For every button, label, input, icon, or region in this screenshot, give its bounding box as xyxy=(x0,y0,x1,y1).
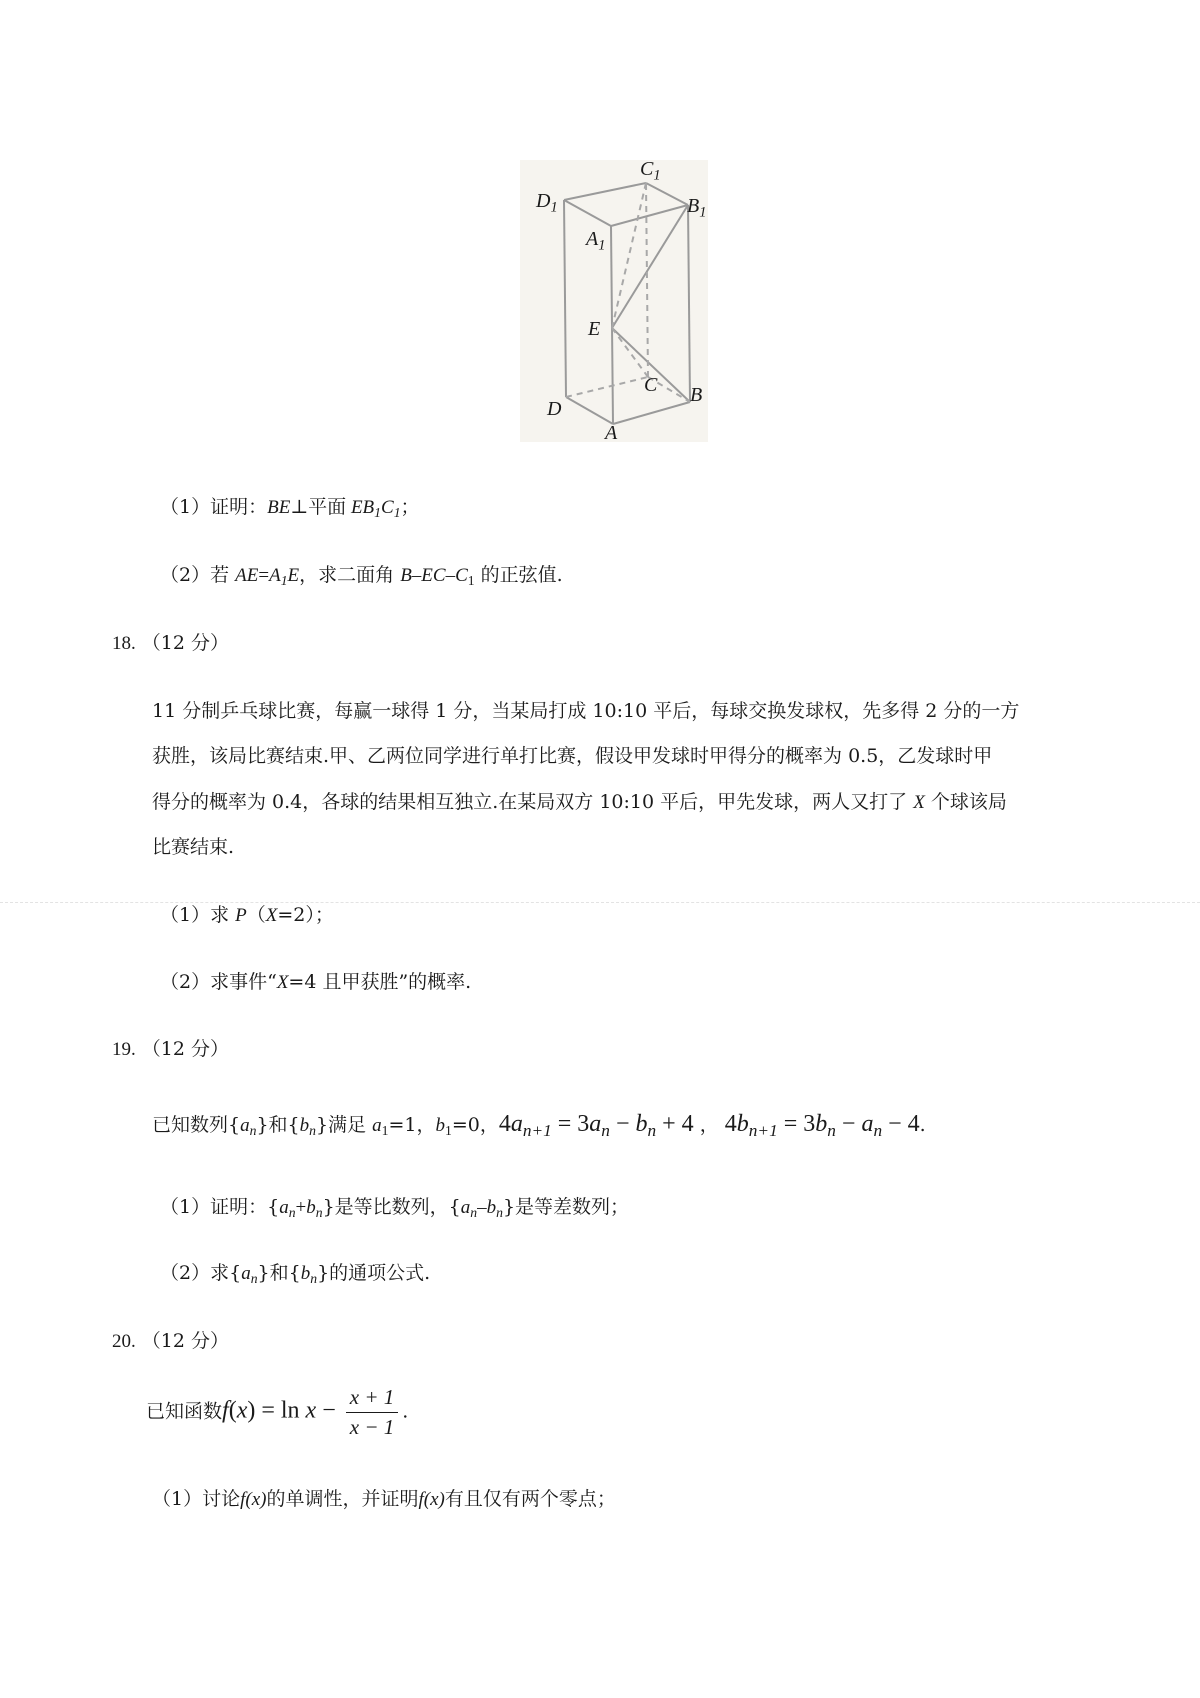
q18-line-2: 获胜，该局比赛结束.甲、乙两位同学进行单打比赛，假设甲发球时甲得分的概率为 0.5，乙发球时甲 xyxy=(152,745,993,767)
q19-part2: （2）求$\{a_n\}$和$\{b_n\}$的通项公式. xyxy=(160,1262,431,1287)
q19-header: 19. （12 分） xyxy=(112,1038,230,1060)
q18-part2: （2）求事件“X=4 且甲获胜”的概率. xyxy=(160,971,472,993)
q18-part1: （1）求 P（X=2）； xyxy=(160,904,334,926)
label-B1: $B_1$ xyxy=(687,195,707,221)
edge-DA xyxy=(566,397,613,424)
label-D1: $D_1$ xyxy=(536,190,558,216)
edge-D1A1 xyxy=(564,200,611,226)
label-C: C xyxy=(644,374,658,396)
label-E: E xyxy=(588,318,601,340)
edge-BB1 xyxy=(688,205,690,402)
edge-DD1 xyxy=(564,200,566,397)
edge-DC xyxy=(566,377,648,397)
q20-part1: （1）讨论f(x)的单调性，并证明f(x)有且仅有两个零点； xyxy=(152,1488,616,1510)
q18-line-4: 比赛结束. xyxy=(152,836,235,858)
label-A: A xyxy=(605,422,618,444)
edge-CC1 xyxy=(646,183,648,377)
label-A1: $A_1$ xyxy=(586,228,606,254)
q19-part1: （1）证明：$\{a_n+b_n\}$是等比数列，$\{a_n-b_n\}$是等差数列； xyxy=(160,1196,630,1221)
edge-EC xyxy=(612,328,648,377)
q19-stem: 已知数列$\{a_n\}$和$\{b_n\}$满足 $a_1=1$，$b_1=0$，$4a_{n+1} = 3a_n - b_n + 4$ ， $4b_{n+1} = 3b_n - a_n - 4$. xyxy=(152,1111,926,1141)
q17-part2: （2）若 $AE=A_1E$，求二面角 $B-EC-C_1$ 的正弦值. xyxy=(160,564,563,589)
q20-fraction: $\frac{x + 1}{x - 1}$ xyxy=(346,1385,399,1440)
edge-EC1 xyxy=(612,183,646,328)
edge-D1C1 xyxy=(564,183,646,200)
label-C1: $C_1$ xyxy=(640,158,661,184)
q18-line-1: 11 分制乒乓球比赛，每赢一球得 1 分，当某局打成 10:10 平后，每球交换发球权，先多得 2 分的一方 xyxy=(152,700,1020,722)
edge-AB xyxy=(613,402,690,424)
edge-C1B1 xyxy=(646,183,688,205)
label-B: B xyxy=(690,384,703,406)
q18-line-3: 得分的概率为 0.4，各球的结果相互独立.在某局双方 10:10 平后，甲先发球，两人又打了 X 个球该局 xyxy=(152,791,1007,813)
q18-header: 18. （12 分） xyxy=(112,632,230,654)
label-D: D xyxy=(547,398,562,420)
q20-header: 20. （12 分） xyxy=(112,1330,230,1352)
q17-part1: （1）证明：BE⊥平面 $EB_1C_1$； xyxy=(160,496,420,521)
q20-stem: 已知函数f(x) = ln x − $\frac{x + 1}{x - 1}$ . xyxy=(146,1385,409,1440)
